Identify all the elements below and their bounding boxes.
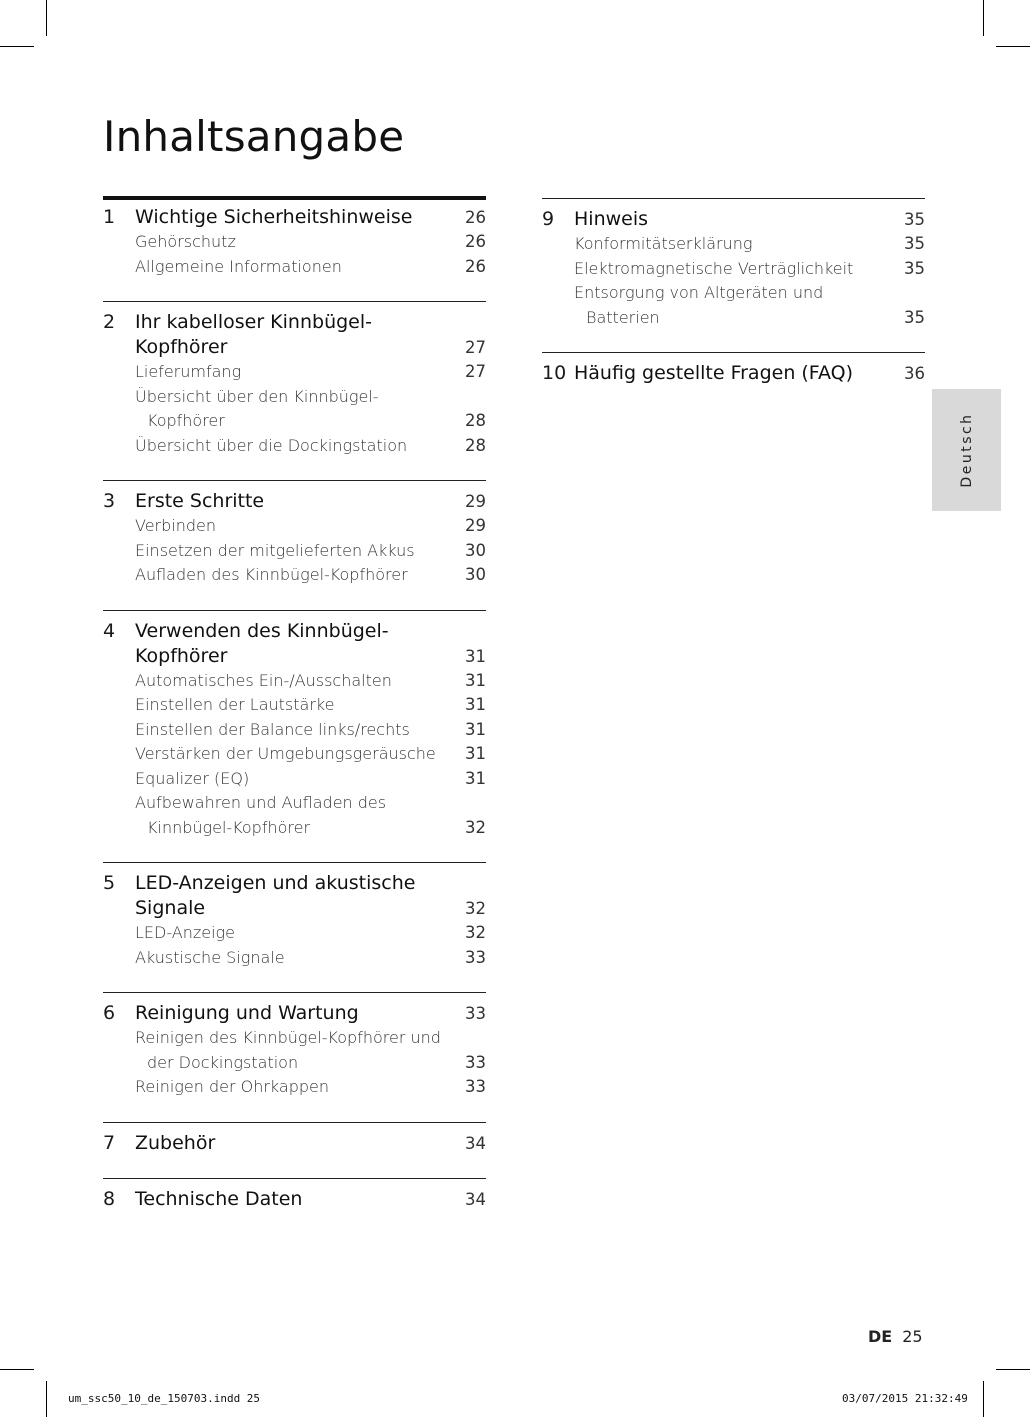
page-number: 36 (904, 364, 925, 383)
toc-entry[interactable] (103, 539, 486, 564)
crop-mark (0, 46, 34, 47)
entry-title-line: Allgemeine Informationen (135, 256, 342, 276)
page-number: 28 (465, 435, 486, 455)
entry-title (574, 232, 885, 257)
page-number: 31 (465, 744, 486, 763)
toc-heading-row[interactable] (103, 1001, 486, 1026)
page-number: 31 (465, 646, 486, 666)
page-number: 33 (465, 1004, 486, 1023)
entry-title-line: der Dockingstation (147, 1052, 299, 1072)
entry-title-line: Akustische Signale (135, 947, 285, 967)
entry-title (135, 767, 446, 792)
page-number: 33 (465, 947, 486, 967)
section-number: 5 (103, 872, 116, 894)
entry-title (135, 921, 446, 946)
entry-title (135, 434, 446, 459)
crop-mark (996, 46, 1030, 47)
crop-mark (46, 0, 47, 36)
entry-title-line: Gehörschutz (135, 232, 236, 251)
entry-title (574, 281, 885, 330)
section-title: Wichtige Sicherheitshinweise (135, 206, 413, 228)
entry-title (135, 1075, 446, 1100)
toc-heading-row[interactable] (103, 871, 486, 896)
entry-title-line: Kopfhörer (147, 411, 225, 430)
entry-title (574, 257, 885, 282)
page-number: 27 (465, 338, 486, 357)
entry-title-line: Kinnbügel-Kopfhörer (147, 817, 311, 837)
toc-entry[interactable] (103, 1026, 486, 1075)
toc-section (542, 352, 925, 408)
section-title: LED-Anzeigen und akustische (135, 872, 416, 894)
entry-title-line: Aufbewahren und Aufladen des (135, 793, 387, 812)
entry-title-line: Übersicht über den Kinnbügel- (135, 386, 379, 406)
entry-title (135, 255, 446, 280)
section-number: 7 (103, 1131, 116, 1154)
toc-section (103, 610, 486, 863)
entry-title-line: Entsorgung von Altgeräten und (574, 283, 824, 302)
page-number: 33 (465, 1052, 486, 1072)
toc-heading-row[interactable] (103, 489, 486, 514)
entry-title (135, 385, 446, 434)
section-title: Kopfhörer (135, 644, 228, 667)
page-number: 35 (904, 307, 925, 327)
toc-section (103, 301, 486, 480)
toc-entry[interactable] (103, 718, 486, 743)
toc-entry[interactable] (103, 514, 486, 539)
toc-entry[interactable] (103, 230, 486, 255)
entry-title (135, 791, 446, 840)
entry-title (135, 742, 446, 767)
page-number: 26 (465, 256, 486, 276)
page-number: 34 (465, 1189, 486, 1209)
page-number: 31 (465, 719, 486, 739)
entry-title-line: Elektromagnetische Verträglichkeit (574, 258, 854, 278)
toc-entry[interactable] (542, 232, 925, 257)
toc-entry[interactable] (103, 360, 486, 385)
entry-title-line: Lieferumfang (135, 362, 242, 381)
toc-entry[interactable] (542, 257, 925, 282)
entry-title (135, 693, 446, 718)
toc-entry[interactable] (103, 563, 486, 588)
toc-entry[interactable] (103, 1075, 486, 1100)
section-number: 3 (103, 490, 116, 512)
entry-title (135, 514, 446, 539)
page-number: 33 (465, 1077, 486, 1096)
entry-title (135, 563, 446, 588)
toc-heading-row[interactable] (103, 310, 486, 335)
language-tab-label: Deutsch (958, 412, 975, 488)
toc-column-left (103, 196, 486, 1234)
entry-title-line: Konformitätserklärung (574, 234, 753, 253)
crop-mark (46, 1381, 47, 1417)
toc-entry[interactable] (103, 669, 486, 694)
toc-entry[interactable] (103, 767, 486, 792)
entry-title-line: Verstärken der Umgebungsgeräusche (135, 744, 436, 763)
section-number: 6 (103, 1002, 116, 1024)
page-number: 35 (904, 210, 925, 229)
toc-heading-row[interactable] (103, 644, 486, 669)
page-number: 31 (465, 695, 486, 714)
toc-section (103, 992, 486, 1122)
crop-mark (983, 0, 984, 36)
crop-mark (0, 1369, 34, 1370)
toc-entry[interactable] (103, 255, 486, 280)
entry-title-line: Reinigen des Kinnbügel-Kopfhörer und (135, 1028, 441, 1047)
toc-entry[interactable] (103, 946, 486, 971)
section-title: Erste Schritte (135, 490, 265, 512)
entry-title-line: Batterien (586, 307, 660, 327)
slug-date: 03/07/2015 21:32:49 (842, 1392, 968, 1405)
section-title: Kopfhörer (135, 336, 228, 358)
page-number: 29 (465, 492, 486, 511)
section-title: Reinigung und Wartung (135, 1002, 359, 1024)
section-number: 4 (103, 619, 116, 642)
page-number: 29 (465, 516, 486, 535)
toc-entry[interactable] (542, 281, 925, 330)
slug-file: um_ssc50_10_de_150703.indd 25 (68, 1392, 261, 1405)
section-title: Signale (135, 897, 206, 919)
entry-title (135, 718, 446, 743)
entry-title-line: Verbinden (135, 516, 217, 535)
entry-title-line: Automatisches Ein-/Ausschalten (135, 670, 392, 690)
page-number: 32 (465, 923, 486, 942)
page-number: 26 (465, 208, 486, 227)
toc-heading-row[interactable] (103, 335, 486, 360)
toc-entry[interactable] (103, 434, 486, 459)
toc-section (103, 1122, 486, 1178)
section-number: 9 (542, 208, 555, 230)
section-title: Technische Daten (135, 1187, 303, 1210)
crop-mark (983, 1381, 984, 1417)
crop-mark (996, 1369, 1030, 1370)
section-title: Häufig gestellte Fragen (FAQ) (574, 362, 854, 384)
toc-section (103, 196, 486, 301)
page-number: 32 (465, 899, 486, 918)
page-number: 35 (904, 234, 925, 253)
toc-heading-row[interactable] (103, 1131, 486, 1156)
section-number: 10 (542, 362, 567, 384)
footer-page-number: 25 (902, 1327, 923, 1346)
section-title: Zubehör (135, 1131, 216, 1154)
entry-title-line: Equalizer (EQ) (135, 768, 250, 788)
page-number: 31 (465, 768, 486, 788)
toc-entry[interactable] (103, 385, 486, 434)
page-number: 30 (465, 540, 486, 560)
language-tab (932, 389, 1001, 511)
toc-section (542, 198, 925, 352)
toc-heading-row[interactable] (103, 205, 486, 230)
entry-title (135, 669, 446, 694)
page-number: 26 (465, 232, 486, 251)
toc-heading-row[interactable] (103, 896, 486, 921)
page-number: 28 (465, 411, 486, 430)
entry-title-line: Einsetzen der mitgelieferten Akkus (135, 540, 415, 560)
entry-title (135, 360, 446, 385)
section-number: 8 (103, 1187, 116, 1210)
page-number: 30 (465, 565, 486, 584)
entry-title-line: LED-Anzeige (135, 923, 235, 942)
toc-section (103, 1178, 486, 1234)
toc-entry[interactable] (103, 742, 486, 767)
page-title: Inhaltsangabe (103, 112, 405, 161)
section-title: Verwenden des Kinnbügel- (135, 619, 389, 642)
page-number: 35 (904, 258, 925, 278)
toc-heading-row[interactable] (103, 1187, 486, 1212)
page-number: 32 (465, 817, 486, 837)
section-title: Hinweis (574, 208, 649, 230)
toc-section (103, 862, 486, 992)
entry-title-line: Einstellen der Balance links/rechts (135, 719, 410, 739)
entry-title (135, 539, 446, 564)
section-number: 1 (103, 206, 116, 228)
toc-column-right (542, 198, 925, 408)
toc-heading-row[interactable] (542, 361, 925, 386)
entry-title (135, 1026, 446, 1075)
footer-lang: DE (868, 1327, 893, 1346)
page-number: 27 (465, 362, 486, 381)
entry-title-line: Übersicht über die Dockingstation (135, 435, 408, 455)
entry-title-line: Einstellen der Lautstärke (135, 695, 335, 714)
toc-entry[interactable] (103, 791, 486, 840)
toc-section (103, 480, 486, 610)
entry-title (135, 946, 446, 971)
toc-heading-row[interactable] (103, 619, 486, 644)
section-title: Ihr kabelloser Kinnbügel- (135, 311, 372, 333)
entry-title (135, 230, 446, 255)
entry-title-line: Reinigen der Ohrkappen (135, 1077, 330, 1096)
toc-entry[interactable] (103, 693, 486, 718)
toc-heading-row[interactable] (542, 207, 925, 232)
section-number: 2 (103, 311, 116, 333)
entry-title-line: Aufladen des Kinnbügel-Kopfhörer (135, 565, 408, 584)
page-number: 31 (465, 670, 486, 690)
page-number: 34 (465, 1133, 486, 1153)
page-footer (868, 1327, 923, 1346)
toc-entry[interactable] (103, 921, 486, 946)
